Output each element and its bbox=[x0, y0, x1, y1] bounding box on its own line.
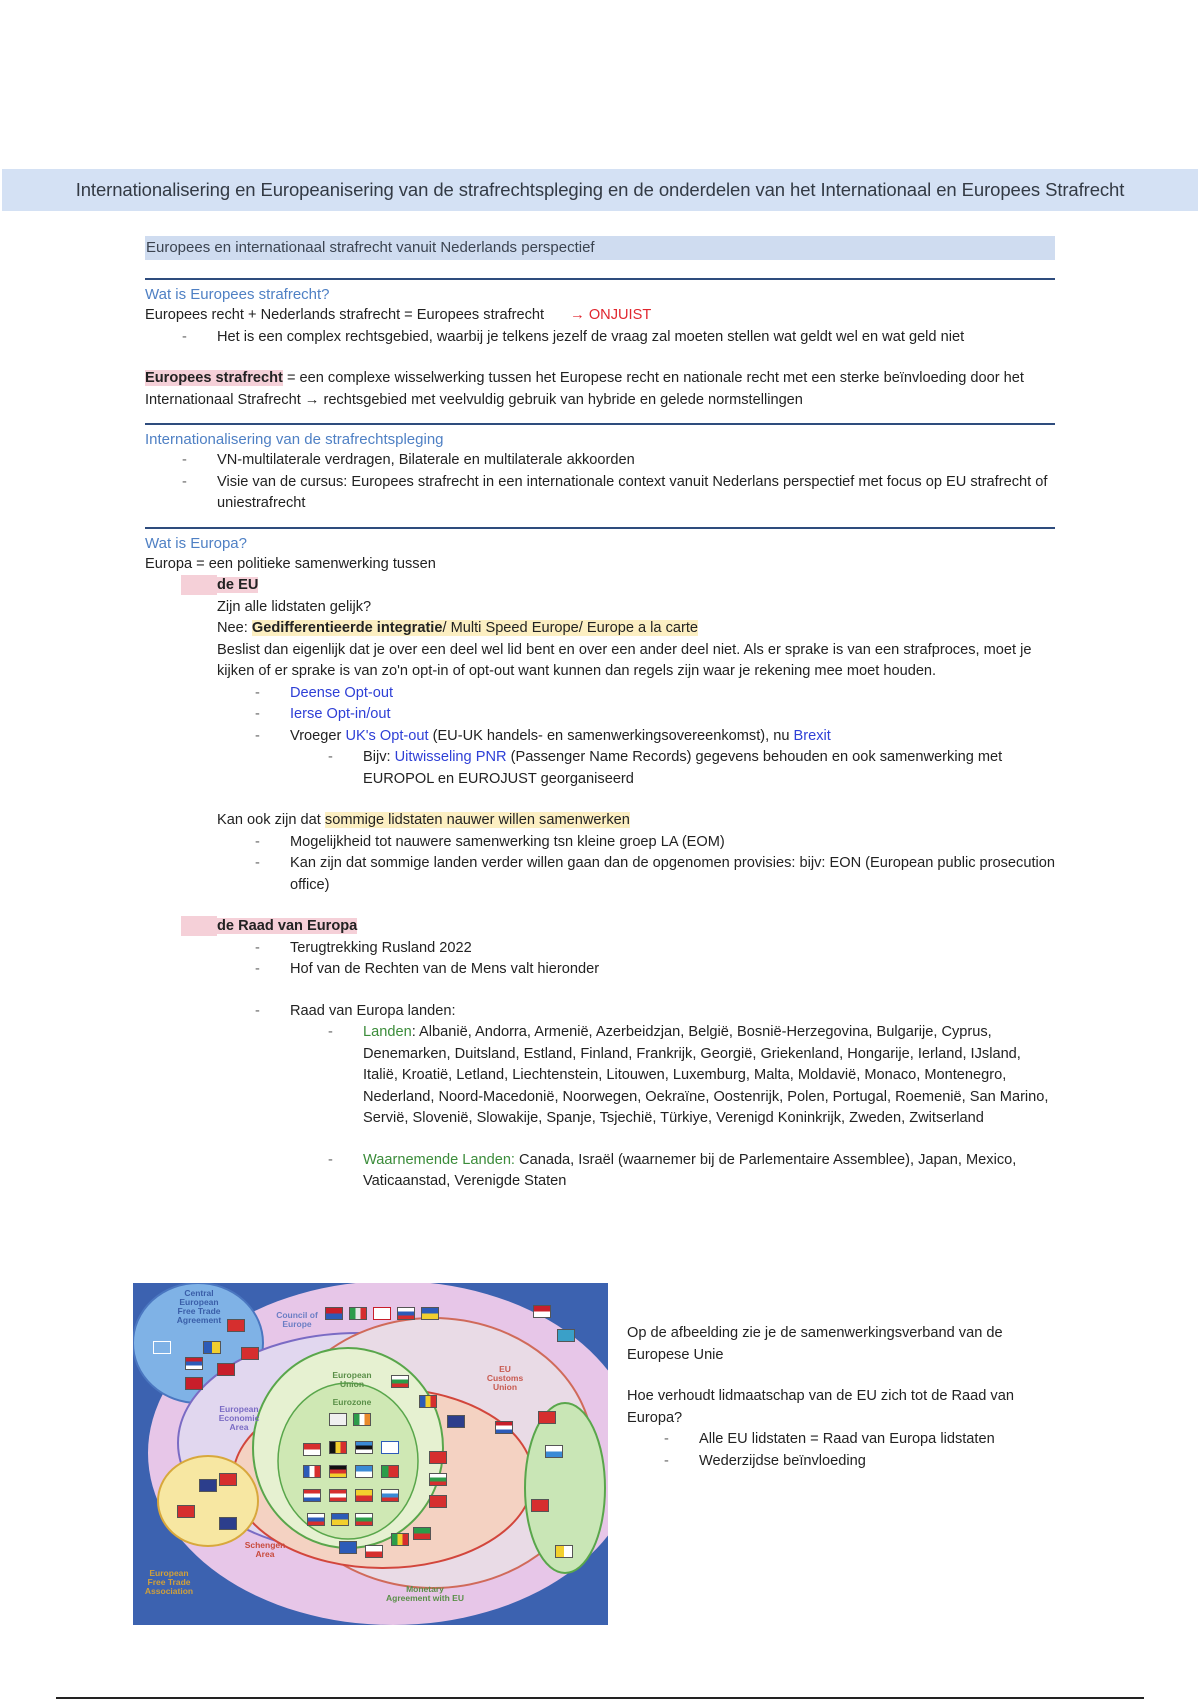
flag-icon bbox=[185, 1377, 203, 1390]
flag-icon bbox=[303, 1489, 321, 1502]
flag-icon bbox=[227, 1319, 245, 1332]
flag-icon bbox=[349, 1307, 367, 1320]
label-de-eu: de EU bbox=[217, 577, 259, 593]
label-european-union: European Union bbox=[332, 1370, 372, 1389]
diagram-explanation bbox=[627, 1323, 1057, 1472]
bullet-list bbox=[145, 450, 1055, 515]
list-item: - Raad van Europa landen: bbox=[145, 1001, 1055, 1023]
list-item bbox=[145, 726, 1055, 748]
flag-icon bbox=[177, 1505, 195, 1518]
answer-line bbox=[217, 618, 1055, 640]
label-waarnemende-landen: Waarnemende Landen: bbox=[363, 1151, 515, 1168]
text: (Passenger Name Records) gegevens behouden en ook samenwerking met EUROPOL en EUROJUST georganiseerd bbox=[363, 749, 1003, 787]
link-deense-optout[interactable]: Deense Opt-out bbox=[290, 684, 394, 701]
flag-icon bbox=[219, 1517, 237, 1530]
landen-list bbox=[145, 1022, 1055, 1130]
flag-icon bbox=[329, 1489, 347, 1502]
highlight-nauwer: sommige lidstaten nauwer willen samenwerken bbox=[324, 812, 630, 828]
heading-europees-strafrecht: Wat is Europees strafrecht? bbox=[145, 286, 330, 303]
flag-icon bbox=[355, 1441, 373, 1454]
flag-icon bbox=[241, 1347, 259, 1360]
flag-icon bbox=[185, 1357, 203, 1370]
flag-icon bbox=[325, 1307, 343, 1320]
label-eea: European Economic Area bbox=[218, 1404, 260, 1432]
definition-paragraph bbox=[145, 368, 1055, 411]
list-item: - Het is een complex rechtsgebied, waarbij je telkens jezelf de vraag zal moeten stellen wat geldt wel en wat geld niet bbox=[145, 327, 1055, 349]
list-item bbox=[145, 747, 1055, 790]
flag-icon bbox=[495, 1421, 513, 1434]
flag-icon bbox=[353, 1413, 371, 1426]
term-europees-strafrecht: Europees strafrecht bbox=[145, 370, 283, 386]
text: Bijv: bbox=[363, 749, 395, 765]
flag-icon bbox=[199, 1479, 217, 1492]
list-item bbox=[145, 683, 1055, 705]
flag-icon bbox=[381, 1465, 399, 1478]
flag-icon bbox=[153, 1341, 171, 1354]
text: (EU-UK handels- en samenwerkingsovereenkomst), nu bbox=[428, 727, 794, 744]
answer-prefix: Nee: bbox=[217, 620, 252, 636]
label-efta: European Free Trade Association bbox=[144, 1568, 194, 1596]
divider bbox=[145, 527, 1055, 529]
link-uk-optout[interactable]: UK's Opt-out bbox=[345, 727, 429, 744]
list-item bbox=[145, 1022, 1055, 1130]
flag-icon bbox=[391, 1375, 409, 1388]
label-schengen: Schengen Area bbox=[244, 1540, 286, 1559]
flag-icon bbox=[381, 1489, 399, 1502]
link-uitwisseling-pnr[interactable]: Uitwisseling PNR bbox=[394, 749, 507, 765]
landen-text: : Albanië, Andorra, Armenië, Azerbeidzjan, België, Bosnië-Herzegovina, Bulgarije, Cyprus, Denemarken, Duitsland, Estland, Finland, Frankrijk, Georgië, Griekenland, Hongarije, Ierland, IJsland, Italië, Kroatië, Letland, Liechtenstein, Litouwen, Luxemburg, Malta, Moldavië, Monaco, Montenegro, Nederland, Noord-Macedonië, Noorwegen, Oekraïne, Oostenrijk, Polen, Portugal, Roemenië, San Marino, Servië, Slovenië, Slowakije, Spanje, Tsjechië, Türkiye, Verenigd Koninkrijk, Zweden, Zwitserland bbox=[363, 1024, 1049, 1126]
flag-icon bbox=[373, 1307, 391, 1320]
waarnemers-text: Canada, Israël (waarnemer bij de Parlementaire Assemblee), Japan, Mexico, Vaticaanstad, Verenigde Staten bbox=[363, 1151, 1017, 1189]
formula-line bbox=[145, 305, 1055, 327]
flag-icon bbox=[217, 1363, 235, 1376]
bottom-divider bbox=[56, 1697, 1144, 1699]
bullet-list bbox=[145, 327, 1055, 349]
formula-text: Europees recht + Nederlands strafrecht = Europees strafrecht bbox=[145, 307, 545, 323]
label-landen: Landen bbox=[363, 1024, 412, 1040]
flag-icon bbox=[381, 1441, 399, 1454]
flag-icon bbox=[355, 1489, 373, 1502]
list-item bbox=[145, 1150, 1055, 1193]
flag-icon bbox=[329, 1413, 347, 1426]
term-gedifferentieerde-integratie: Gedifferentieerde integratie bbox=[251, 620, 443, 636]
page-title-banner: Internationalisering en Europeanisering van de strafrechtspleging en de onderdelen van het Internationaal en Europees Strafrecht bbox=[2, 169, 1198, 211]
flag-icon bbox=[557, 1329, 575, 1342]
flag-icon bbox=[531, 1499, 549, 1512]
list-item: - Hof van de Rechten van de Mens valt hieronder bbox=[145, 959, 1055, 981]
rve-list bbox=[145, 938, 1055, 981]
pnr-list bbox=[145, 747, 1055, 790]
flag-icon bbox=[429, 1451, 447, 1464]
section-subheader: Europees en internationaal strafrecht vanuit Nederlands perspectief bbox=[145, 236, 1055, 260]
list-item: - Kan zijn dat sommige landen verder willen gaan dan de opgenomen provisies: bijv: EON (European public prosecution office) bbox=[145, 853, 1055, 896]
label-monetary-agreement: Monetary Agreement with EU bbox=[386, 1584, 464, 1603]
flag-icon bbox=[331, 1513, 349, 1526]
question: Zijn alle lidstaten gelijk? bbox=[217, 598, 372, 615]
flag-icon bbox=[413, 1527, 431, 1540]
arrow: → bbox=[570, 307, 585, 323]
flag-icon bbox=[419, 1395, 437, 1408]
flag-icon bbox=[303, 1465, 321, 1478]
relation-question: Hoe verhoudt lidmaatschap van de EU zich tot de Raad van Europa? bbox=[627, 1388, 1014, 1426]
flag-icon bbox=[329, 1465, 347, 1478]
optout-list bbox=[145, 683, 1055, 748]
heading-wat-is-europa: Wat is Europa? bbox=[145, 534, 247, 552]
label-eu-customs-union: EU Customs Union bbox=[486, 1364, 524, 1392]
definition-text: = een complexe wisselwerking tussen het Europese recht en nationale recht met een sterke beïnvloeding door het Internationaal Strafrecht → rechtsgebied met veelvuldig gebruik van hybride en gelede normstellingen bbox=[145, 370, 1024, 408]
list-item: - Wederzijdse beïnvloeding bbox=[627, 1451, 1057, 1473]
europa-intro: Europa = een politieke samenwerking tussen bbox=[145, 555, 436, 572]
flag-icon bbox=[429, 1495, 447, 1508]
flag-icon bbox=[355, 1513, 373, 1526]
waarnemers-list bbox=[145, 1150, 1055, 1193]
list-item: - Mogelijkheid tot nauwere samenwerking tsn kleine groep LA (EOM) bbox=[145, 832, 1055, 854]
list-item-eu bbox=[145, 575, 1055, 597]
nauwer-line bbox=[145, 810, 1055, 832]
answer-rest: / Multi Speed Europe/ Europe a la carte bbox=[442, 620, 699, 636]
heading-internationalisering: Internationalisering van de strafrechtspleging bbox=[145, 431, 444, 448]
flag-icon bbox=[391, 1533, 409, 1546]
flag-icon bbox=[538, 1411, 556, 1424]
flag-icon bbox=[533, 1305, 551, 1318]
text: Kan ook zijn dat bbox=[217, 812, 325, 828]
flag-icon bbox=[447, 1415, 465, 1428]
flag-icon bbox=[303, 1443, 321, 1456]
explanation: Beslist dan eigenlijk dat je over een deel wel lid bent en over een ander deel niet. Als er sprake is van een strafproces, moet je kijken of er sprake is van zo'n opt-in of opt-out want kunnen dan regels zijn waar je rekening mee moet houden. bbox=[217, 641, 1032, 679]
document-body bbox=[145, 236, 1055, 1193]
list-item-raad-van-europa bbox=[145, 916, 1055, 938]
eu-block bbox=[145, 597, 1055, 683]
verdict-onjuist: ONJUIST bbox=[588, 307, 652, 323]
flag-icon bbox=[421, 1307, 439, 1320]
efta-area bbox=[158, 1456, 258, 1546]
link-ierse-optinout[interactable]: Ierse Opt-in/out bbox=[290, 706, 391, 722]
nauwer-list bbox=[145, 832, 1055, 897]
flag-icon bbox=[339, 1541, 357, 1554]
label-council-of-europe: Council of Europe bbox=[276, 1310, 318, 1329]
divider bbox=[145, 423, 1055, 425]
text: Vroeger bbox=[290, 727, 346, 744]
rve-landen-list bbox=[145, 1001, 1055, 1023]
divider bbox=[145, 278, 1055, 280]
relation-list bbox=[627, 1429, 1057, 1472]
flag-icon bbox=[203, 1341, 221, 1354]
label-raad-van-europa: de Raad van Europa bbox=[217, 918, 358, 934]
flag-icon bbox=[329, 1441, 347, 1454]
flag-icon bbox=[429, 1473, 447, 1486]
diagram-caption: Op de afbeelding zie je de samenwerkingsverband van de Europese Unie bbox=[627, 1325, 1003, 1363]
link-brexit[interactable]: Brexit bbox=[793, 727, 831, 744]
flag-icon bbox=[365, 1545, 383, 1558]
list-item: - Visie van de cursus: Europees strafrecht in een internationale context vanuit Nederlans perspectief met focus op EU strafrecht of uniestrafrecht bbox=[145, 472, 1055, 515]
list-item: - Alle EU lidstaten = Raad van Europa lidstaten bbox=[627, 1429, 1057, 1451]
list-item: - Terugtrekking Rusland 2022 bbox=[145, 938, 1055, 960]
flag-icon bbox=[355, 1465, 373, 1478]
flag-icon bbox=[555, 1545, 573, 1558]
flag-icon bbox=[219, 1473, 237, 1486]
label-cefta: Central European Free Trade Agreement bbox=[176, 1288, 222, 1325]
flag-icon bbox=[307, 1513, 325, 1526]
flag-icon bbox=[397, 1307, 415, 1320]
flag-icon bbox=[545, 1445, 563, 1458]
list-item: - VN-multilaterale verdragen, Bilaterale en multilaterale akkoorden bbox=[145, 450, 1055, 472]
label-eurozone: Eurozone bbox=[332, 1397, 372, 1407]
list-item bbox=[145, 704, 1055, 726]
diagram-svg bbox=[133, 1283, 608, 1625]
europe-organisations-diagram bbox=[133, 1283, 608, 1625]
